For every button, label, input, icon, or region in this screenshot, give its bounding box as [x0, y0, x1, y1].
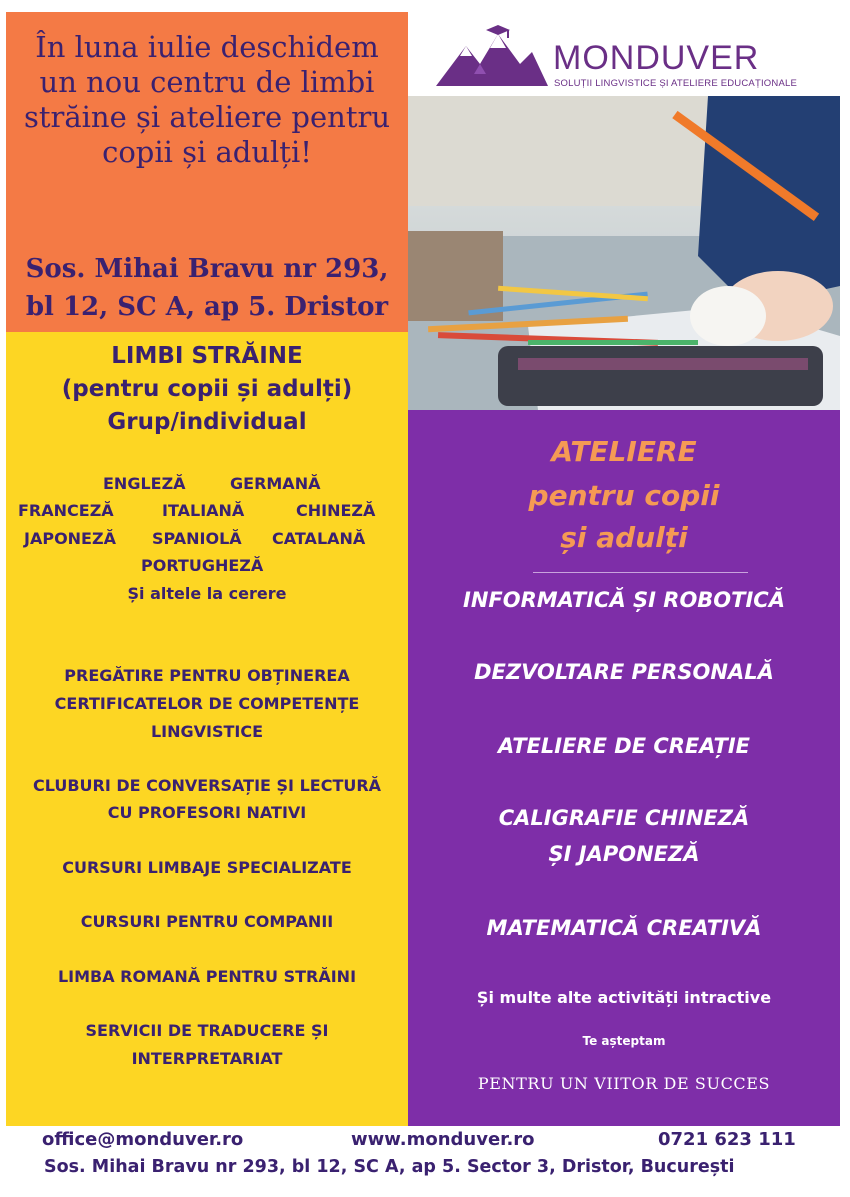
workshop-item: CALIGRAFIE CHINEZĂ — [498, 806, 750, 830]
workshops-success: PENTRU UN VIITOR DE SUCCES — [477, 1074, 771, 1093]
language-item: GERMANĂ — [230, 474, 321, 493]
footer-address: Sos. Mihai Bravu nr 293, bl 12, SC A, ap 5. Sector 3, Dristor, București — [44, 1157, 735, 1177]
languages-format: Grup/individual — [107, 409, 307, 435]
headline-line: un nou centru de limbi — [39, 65, 375, 99]
languages-title: LIMBI STRĂINE — [111, 343, 303, 369]
languages-others: Și altele la cerere — [127, 584, 287, 603]
service-translation: SERVICII DE TRADUCERE ȘI — [85, 1021, 329, 1040]
student-writing-photo — [408, 96, 840, 410]
language-item: PORTUGHEZĂ — [141, 556, 264, 575]
headline-panel — [6, 12, 408, 332]
service-clubs: CLUBURI DE CONVERSAȚIE ȘI LECTURĂ — [32, 776, 382, 795]
workshops-divider — [533, 572, 748, 573]
workshop-item: MATEMATICĂ CREATIVĂ — [486, 916, 762, 940]
workshop-item: DEZVOLTARE PERSONALĂ — [474, 660, 774, 684]
headline-line: În luna iulie deschidem — [35, 30, 379, 64]
workshops-title: pentru copii — [528, 479, 720, 512]
mountain-logo-icon — [436, 24, 548, 88]
language-item: FRANCEZĂ — [18, 501, 114, 520]
address-line: Sos. Mihai Bravu nr 293, — [25, 254, 389, 284]
language-item: SPANIOLĂ — [152, 529, 242, 548]
logo-area — [408, 12, 840, 96]
address-line: bl 12, SC A, ap 5. Dristor — [25, 292, 389, 322]
contact-footer — [6, 1126, 840, 1192]
workshops-more: Și multe alte activități intractive — [476, 988, 772, 1007]
languages-panel — [6, 332, 408, 1126]
service-translation: INTERPRETARIAT — [131, 1049, 283, 1068]
photo-illustration — [408, 96, 840, 410]
languages-subtitle: (pentru copii și adulți) — [61, 376, 353, 402]
language-item: ENGLEZĂ — [103, 474, 186, 493]
headline-line: străine și ateliere pentru — [23, 100, 391, 134]
service-companies: CURSURI PENTRU COMPANII — [80, 912, 334, 931]
service-specialized: CURSURI LIMBAJE SPECIALIZATE — [62, 858, 352, 877]
language-item: CHINEZĂ — [296, 501, 376, 520]
workshop-item: INFORMATICĂ ȘI ROBOTICĂ — [463, 588, 785, 612]
service-certification: CERTIFICATELOR DE COMPETENȚE — [54, 694, 360, 713]
brand-tagline: SOLUȚII LINGVISTICE ȘI ATELIERE EDUCAȚIONALE — [554, 78, 798, 89]
workshops-title: și adulți — [560, 521, 688, 554]
service-romanian: LIMBA ROMANĂ PENTRU STRĂINI — [57, 967, 357, 986]
headline-line: copii și adulți! — [102, 135, 312, 169]
headline-address — [6, 250, 408, 326]
service-certification: LINGVISTICE — [150, 722, 264, 741]
workshop-item: ATELIERE DE CREAȚIE — [497, 734, 751, 758]
footer-phone[interactable]: 0721 623 111 — [658, 1129, 796, 1150]
brand-name: MONDUVER — [553, 39, 760, 77]
language-item: ITALIANĂ — [162, 501, 245, 520]
service-clubs: CU PROFESORI NATIVI — [107, 803, 307, 822]
language-item: CATALANĂ — [272, 529, 366, 548]
language-item: JAPONEZĂ — [24, 529, 116, 548]
headline-text — [6, 30, 408, 170]
service-certification: PREGĂTIRE PENTRU OBȚINEREA — [64, 666, 350, 685]
workshop-item: ȘI JAPONEZĂ — [548, 842, 700, 866]
workshops-title: ATELIERE — [551, 435, 697, 468]
footer-email[interactable]: office@monduver.ro — [42, 1129, 244, 1150]
workshops-waiting: Te așteptam — [582, 1034, 666, 1048]
workshops-panel — [408, 410, 840, 1126]
footer-website[interactable]: www.monduver.ro — [351, 1129, 535, 1150]
